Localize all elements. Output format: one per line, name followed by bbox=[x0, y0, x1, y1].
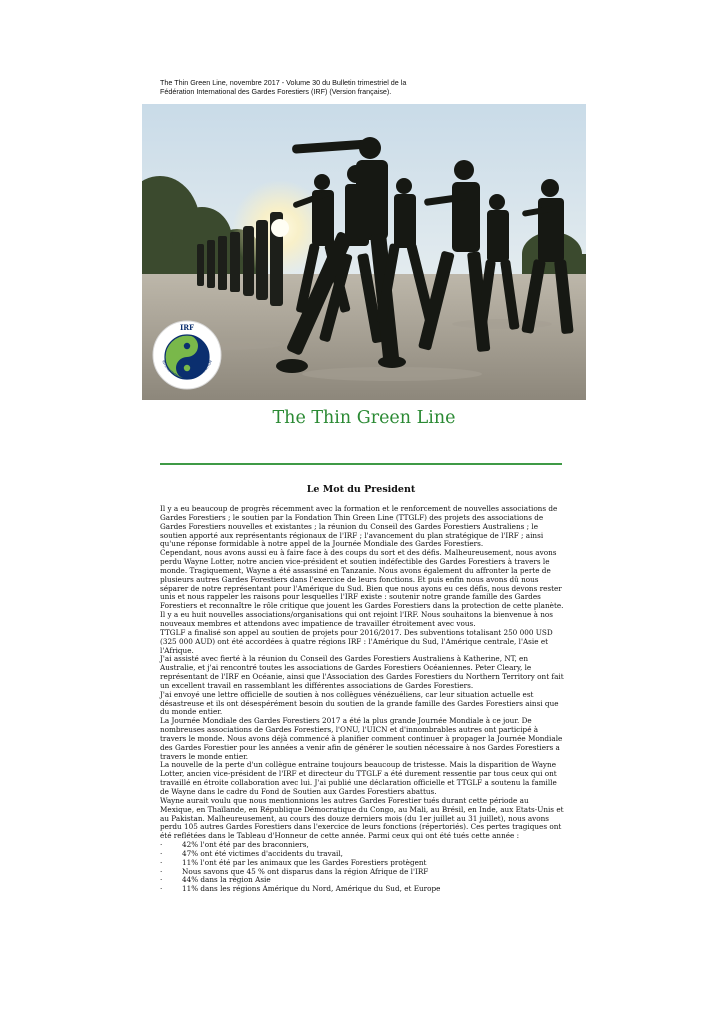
list-item-text: 11% dans les régions Amérique du Nord, Amérique du Sud, et Europe bbox=[182, 884, 441, 894]
paragraph: Cependant, nous avons aussi eu à faire face à des coups du sort et des défis. Malheureusement, nous avons perdu Wayne Lotter, notre ancien vice-président et soutien indéfectible des Gardes Forestiers à travers le monde. Tragiquement, Wayne a été assassiné en Tanzanie. Nous avons également du affronter la perte de plusieurs autres Gardes Forestiers dans l'exercice de leurs fonctions. Et puis enfin nous avons dû nous séparer de notre représentant pour l'Amérique du Sud. Bien que nous ayons eu ces défis, nous devons rester unis et nous rappeler les raisons pour lesquelles l'IRF existe : soutenir notre grande famille des Gardes Forestiers et reconnaître le rôle critique que jouent les Gardes Forestiers dans la protection de cette planète. bbox=[160, 548, 564, 611]
list-item-text: 11% l'ont été par les animaux que les Gardes Forestiers protègent bbox=[182, 857, 427, 867]
bullet-marker: · bbox=[160, 875, 163, 885]
list-item-text: 47% ont été victimes d'accidents du travail, bbox=[182, 848, 343, 858]
divider bbox=[160, 463, 562, 465]
paragraph: J'ai assisté avec fierté à la réunion du Conseil des Gardes Forestiers Australiens à Katherine, NT, en Australie, et j'ai rencontré toutes les associations de Gardes Forestiers Océaniennes. Peter Cleary, le représentant de l'IRF en Océanie, ainsi que l'Association des Gardes Forestiers du Northern Territory ont fait un excellent travail en rassemblant les différentes associations de Gardes Forestiers. bbox=[160, 654, 564, 690]
list-item-text: 44% dans la région Asie bbox=[182, 875, 271, 885]
logo-top-text: IRF bbox=[179, 323, 195, 332]
list-item bbox=[160, 885, 564, 894]
bullet-marker: · bbox=[160, 840, 163, 850]
paragraph: J'ai envoyé une lettre officielle de soutien à nos collègues vénézuéliens, car leur situation actuelle est désastreuse et ils ont désespérément besoin du soutien de la grande famille des Gardes Forestiers ainsi que du monde entier. bbox=[160, 689, 559, 717]
newsletter-title: The Thin Green Line bbox=[272, 408, 456, 428]
bullet-marker: · bbox=[160, 848, 163, 858]
bullet-marker: · bbox=[160, 857, 163, 867]
logo-ring-text: INTERNATIONAL RANGER FEDERATION bbox=[161, 359, 213, 380]
paragraph: La nouvelle de la perte d'un collègue entraine toujours beaucoup de tristesse. Mais la disparition de Wayne Lotter, ancien vice-président de l'IRF et directeur du TTGLF a été durement ressentie par tous ceux qui ont travaillé en étroite collaboration avec lui. J'ai publié une déclaration officielle et TTGLF a soutenu la famille de Wayne dans le cadre du Fond de Soutien aux Gardes Forestiers abattus. bbox=[160, 760, 557, 796]
bullet-marker: · bbox=[160, 884, 163, 894]
irf-logo bbox=[152, 320, 222, 390]
paragraph: Il y a eu huit nouvelles associations/organisations qui ont rejoint l'IRF. Nous souhaitons la bienvenue à nos nouveaux membres et attendons avec impatience de travailler étroitement avec vous. bbox=[160, 610, 553, 628]
paragraph: Il y a eu beaucoup de progrès récemment avec la formation et le renforcement de nouvelles associations de Gardes Forestiers ; le soutien par la Fondation Thin Green Line (TTGLF) des projets des associations de Gardes Forestiers nouvelles et existantes ; la réunion du Conseil des Gardes Forestiers Australiens ; le soutien apporté aux représentants régionaux de l'IRF ; l'avancement du plan stratégique de l'IRF ; ainsi qu'une réponse formidable à notre appel de la Journée Mondiale des Gardes Forestiers. bbox=[160, 504, 558, 549]
list-item-text: Nous savons que 45 % ont disparus dans la région Afrique de l'IRF bbox=[182, 866, 429, 876]
list-item-text: 42% l'ont été par des braconniers, bbox=[182, 840, 309, 850]
section-title: Le Mot du President bbox=[306, 484, 416, 495]
bulletin-header-line-1: The Thin Green Line, novembre 2017 - Volume 30 du Bulletin trimestriel de la bbox=[160, 78, 407, 87]
bullet-marker: · bbox=[160, 866, 163, 876]
paragraph: Wayne aurait voulu que nous mentionnions les autres Gardes Forestier tués durant cette période au Mexique, en Thaïlande, en République Démocratique du Congo, au Mali, au Brésil, en Inde, aux Etats-Unis et au Pakistan. Malheureusement, au cours des douze derniers mois (du 1er juillet au 31 juillet), nous avons perdu 105 autres Gardes Forestiers dans l'exercice de leurs fonctions (répertoriés). Ces pertes tragiques ont été reflétées dans le Tableau d'Honneur de cette année. Parmi ceux qui ont été tués cette année : bbox=[160, 795, 564, 841]
bulletin-header-line-2: Fédération International des Gardes Forestiers (IRF) (Version française). bbox=[160, 87, 392, 96]
article-body bbox=[160, 505, 564, 894]
statistics-list bbox=[160, 841, 564, 894]
paragraph: La Journée Mondiale des Gardes Forestiers 2017 a été la plus grande Journée Mondiale à ce jour. De nombreuses associations de Gardes Forestiers, l'ONU, l'UICN et d'innombrables autres ont participé à travers le monde. Nous avons déjà commencé à planifier comment continuer à propager la Journée Mondiale des Gardes Forestier pour les années a venir afin de générer le soutien nécessaire à nos Gardes Forestiers a travers le monde entier. bbox=[160, 716, 563, 761]
paragraph: TTGLF a finalisé son appel au soutien de projets pour 2016/2017. Des subventions totalisant 250 000 USD (325 000 AUD) ont été accordées à quatre régions IRF : l'Amérique du Sud, l'Amérique centrale, l'Asie et l'Afrique. bbox=[160, 627, 553, 655]
